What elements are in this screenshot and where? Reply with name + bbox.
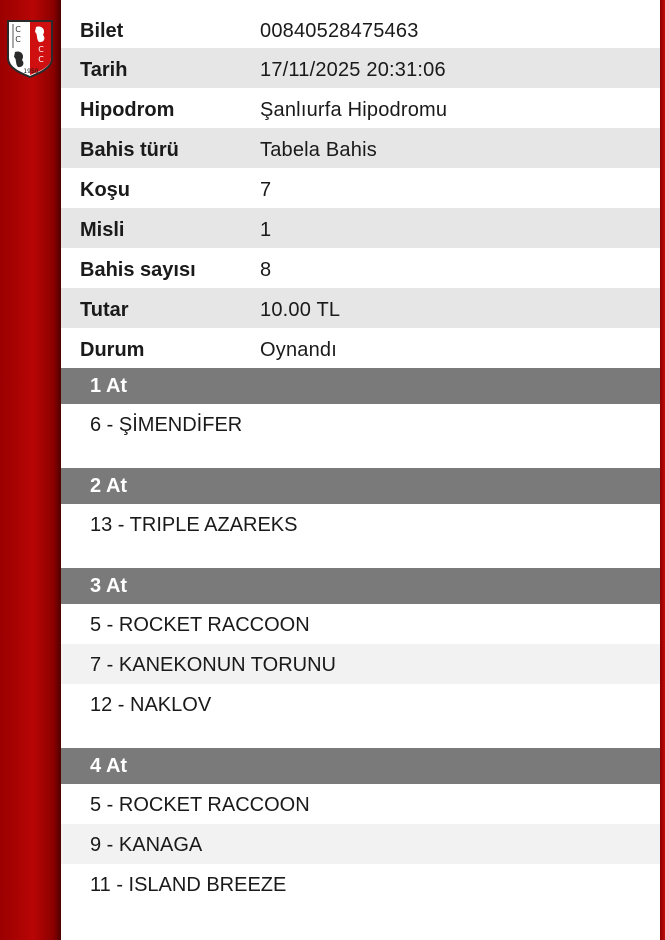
- section-spacer: [61, 544, 660, 568]
- horse-row: [61, 604, 660, 644]
- info-row-hipodrom: [61, 88, 660, 128]
- leg-title: 2 At: [90, 475, 128, 497]
- horse-row: [61, 504, 660, 544]
- info-label: Misli: [80, 219, 125, 241]
- svg-text:C: C: [38, 45, 44, 54]
- club-logo-icon: [5, 18, 55, 78]
- info-row-tutar: [61, 288, 660, 328]
- info-label: Tutar: [80, 299, 129, 321]
- left-brand-rail: [0, 0, 61, 940]
- horse-row: [61, 644, 660, 684]
- horse-row: [61, 864, 660, 904]
- info-row-bahis-turu: [61, 128, 660, 168]
- horse-name: 5 - ROCKET RACCOON: [90, 614, 310, 636]
- svg-text:C: C: [15, 25, 21, 34]
- section-spacer: [61, 444, 660, 468]
- horse-name: 6 - ŞİMENDİFER: [90, 414, 243, 436]
- svg-text:C: C: [38, 55, 44, 64]
- logo-year: 1950: [23, 68, 39, 75]
- leg-title: 3 At: [90, 575, 128, 597]
- leg-header-1: [61, 368, 660, 404]
- race-number: 7: [260, 179, 272, 201]
- horse-row: [61, 824, 660, 864]
- bet-count: 8: [260, 259, 272, 281]
- info-label: Bahis sayısı: [80, 259, 196, 281]
- horse-name: 11 - ISLAND BREEZE: [90, 874, 287, 896]
- info-label: Durum: [80, 339, 145, 361]
- horse-name: 5 - ROCKET RACCOON: [90, 794, 310, 816]
- leg-header-2: [61, 468, 660, 504]
- leg-title: 1 At: [90, 375, 128, 397]
- leg-header-3: [61, 568, 660, 604]
- info-row-tarih: [61, 48, 660, 88]
- info-label: Tarih: [80, 59, 128, 81]
- horse-row: [61, 404, 660, 444]
- leg-header-4: [61, 748, 660, 784]
- horse-name: 12 - NAKLOV: [90, 694, 212, 716]
- info-row-bahis-sayisi: [61, 248, 660, 288]
- info-label: Hipodrom: [80, 99, 175, 121]
- ticket-number: 00840528475463: [260, 20, 419, 42]
- info-row-bilet: [61, 0, 660, 48]
- horse-row: [61, 784, 660, 824]
- info-row-kosu: [61, 168, 660, 208]
- horse-name: 9 - KANAGA: [90, 834, 203, 856]
- status-value: Oynandı: [260, 339, 338, 361]
- amount-value: 10.00 TL: [260, 299, 341, 321]
- ticket-date: 17/11/2025 20:31:06: [260, 59, 446, 81]
- horse-row: [61, 684, 660, 724]
- leg-title: 4 At: [90, 755, 128, 777]
- right-brand-rail: [660, 0, 665, 940]
- hippodrome-name: Şanlıurfa Hipodromu: [260, 99, 448, 121]
- info-row-durum: [61, 328, 660, 368]
- svg-text:C: C: [15, 35, 21, 44]
- info-label: Koşu: [80, 179, 130, 201]
- info-row-misli: [61, 208, 660, 248]
- info-label: Bilet: [80, 20, 124, 42]
- multiplier-value: 1: [260, 219, 272, 241]
- horse-name: 13 - TRIPLE AZAREKS: [90, 514, 298, 536]
- ticket-detail-panel: [61, 0, 660, 940]
- horse-name: 7 - KANEKONUN TORUNU: [90, 654, 336, 676]
- info-label: Bahis türü: [80, 139, 179, 161]
- bet-type: Tabela Bahis: [260, 139, 377, 161]
- section-spacer: [61, 724, 660, 748]
